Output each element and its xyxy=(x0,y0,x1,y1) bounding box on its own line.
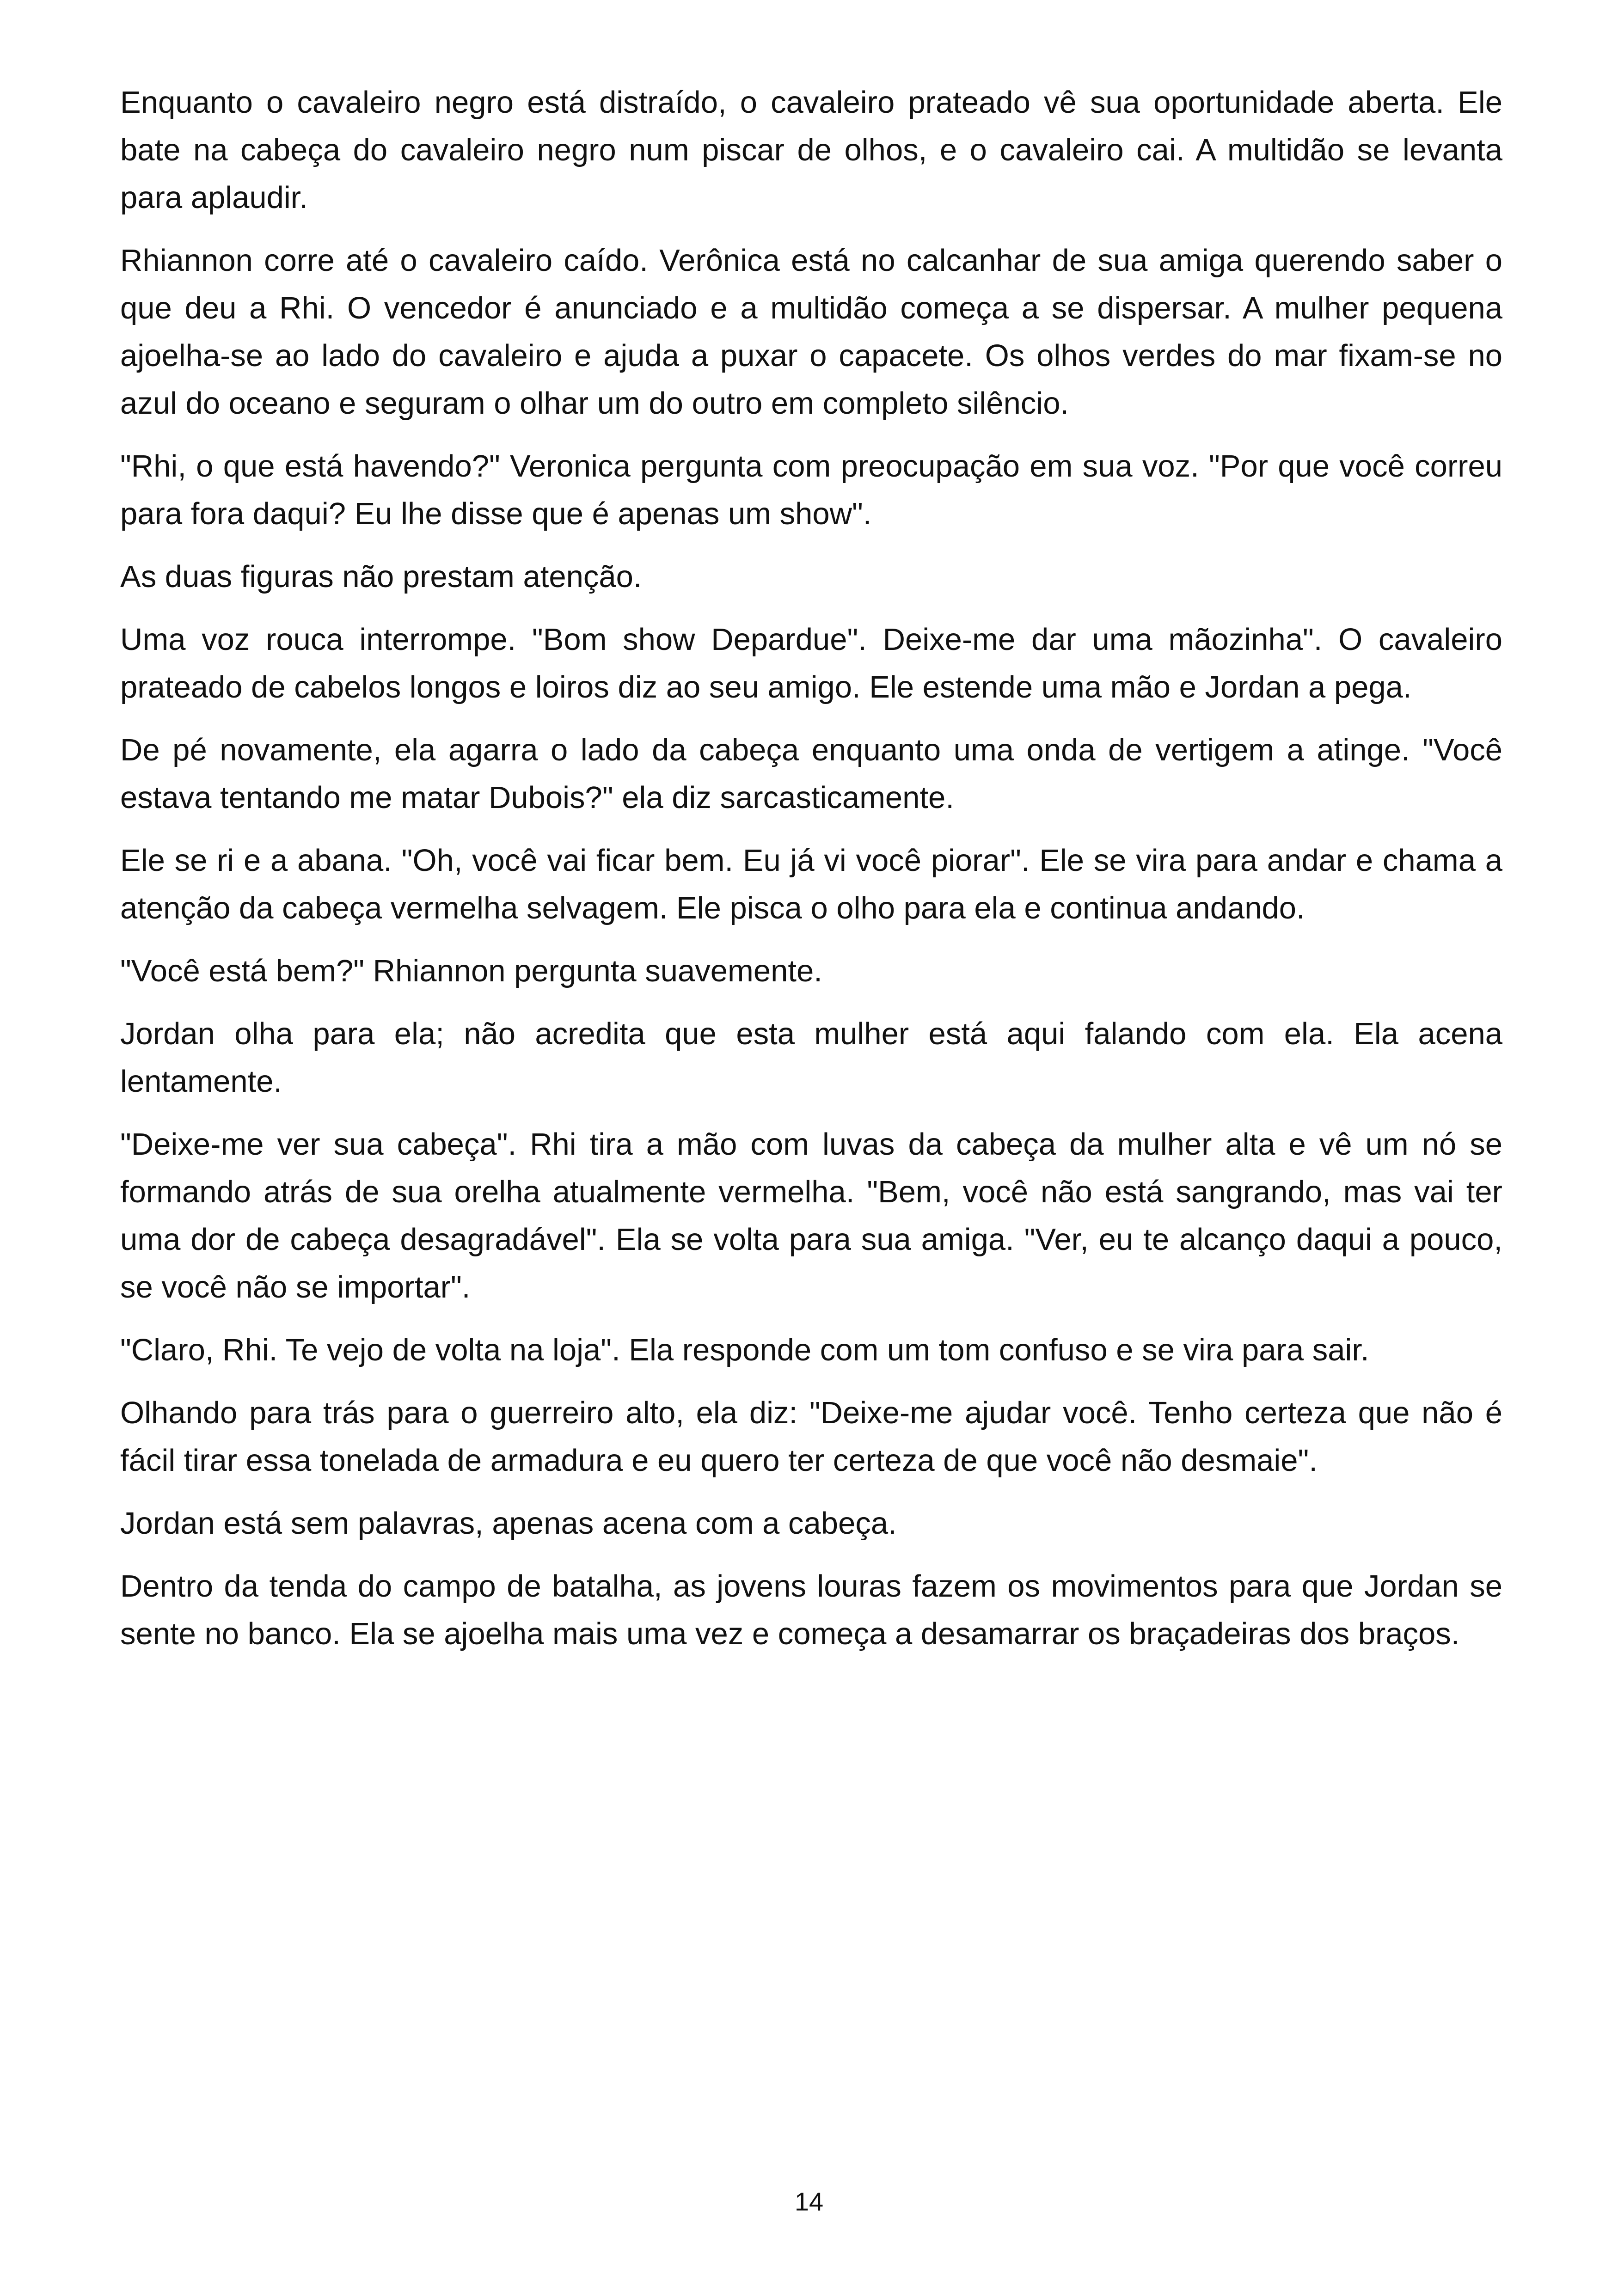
paragraph: As duas figuras não prestam atenção. xyxy=(120,559,642,594)
paragraph: Uma voz rouca interrompe. "Bom show Depardue". Deixe-me dar uma mãozinha". O cavaleiro prateado de cabelos longos e loiros diz ao seu amigo. Ele estende uma mão e Jordan a pega. xyxy=(120,622,1502,704)
paragraph: Enquanto o cavaleiro negro está distraído, o cavaleiro prateado vê sua oportunidade aberta. Ele bate na cabeça do cavaleiro negro num piscar de olhos, e o cavaleiro cai. A multidão se levanta para aplaudir. xyxy=(120,85,1502,215)
paragraph: "Você está bem?" Rhiannon pergunta suavemente. xyxy=(120,954,822,988)
paragraph: "Deixe-me ver sua cabeça". Rhi tira a mão com luvas da cabeça da mulher alta e vê um nó se formando atrás de sua orelha atualmente vermelha. "Bem, você não está sangrando, mas vai ter uma dor de cabeça desagradável". Ela se volta para sua amiga. "Ver, eu te alcanço daqui a pouco, se você não se importar". xyxy=(120,1127,1502,1304)
paragraph: Ele se ri e a abana. "Oh, você vai ficar bem. Eu já vi você piorar". Ele se vira para andar e chama a atenção da cabeça vermelha selvagem. Ele pisca o olho para ela e continua andando. xyxy=(120,843,1502,925)
paragraph: Jordan está sem palavras, apenas acena com a cabeça. xyxy=(120,1506,897,1541)
page-number: 14 xyxy=(794,2187,824,2216)
paragraph: Rhiannon corre até o cavaleiro caído. Verônica está no calcanhar de sua amiga querendo saber o que deu a Rhi. O vencedor é anunciado e a multidão começa a se dispersar. A mulher pequena ajoelha-se ao lado do cavaleiro e ajuda a puxar o capacete. Os olhos verdes do mar fixam-se no azul do oceano e seguram o olhar um do outro em completo silêncio. xyxy=(120,243,1502,421)
paragraph: Jordan olha para ela; não acredita que esta mulher está aqui falando com ela. Ela acena lentamente. xyxy=(120,1016,1502,1099)
body-text xyxy=(120,79,1502,1673)
paragraph: "Rhi, o que está havendo?" Veronica pergunta com preocupação em sua voz. "Por que você correu para fora daqui? Eu lhe disse que é apenas um show". xyxy=(120,449,1502,531)
paragraph: Dentro da tenda do campo de batalha, as jovens louras fazem os movimentos para que Jordan se sente no banco. Ela se ajoelha mais uma vez e começa a desamarrar os braçadeiras dos braços. xyxy=(120,1569,1502,1651)
paragraph: "Claro, Rhi. Te vejo de volta na loja". Ela responde com um tom confuso e se vira para sair. xyxy=(120,1333,1369,1367)
paragraph: Olhando para trás para o guerreiro alto, ela diz: "Deixe-me ajudar você. Tenho certeza que não é fácil tirar essa tonelada de armadura e eu quero ter certeza de que você não desmaie". xyxy=(120,1396,1502,1478)
paragraph: De pé novamente, ela agarra o lado da cabeça enquanto uma onda de vertigem a atinge. "Você estava tentando me matar Dubois?" ela diz sarcasticamente. xyxy=(120,733,1502,815)
